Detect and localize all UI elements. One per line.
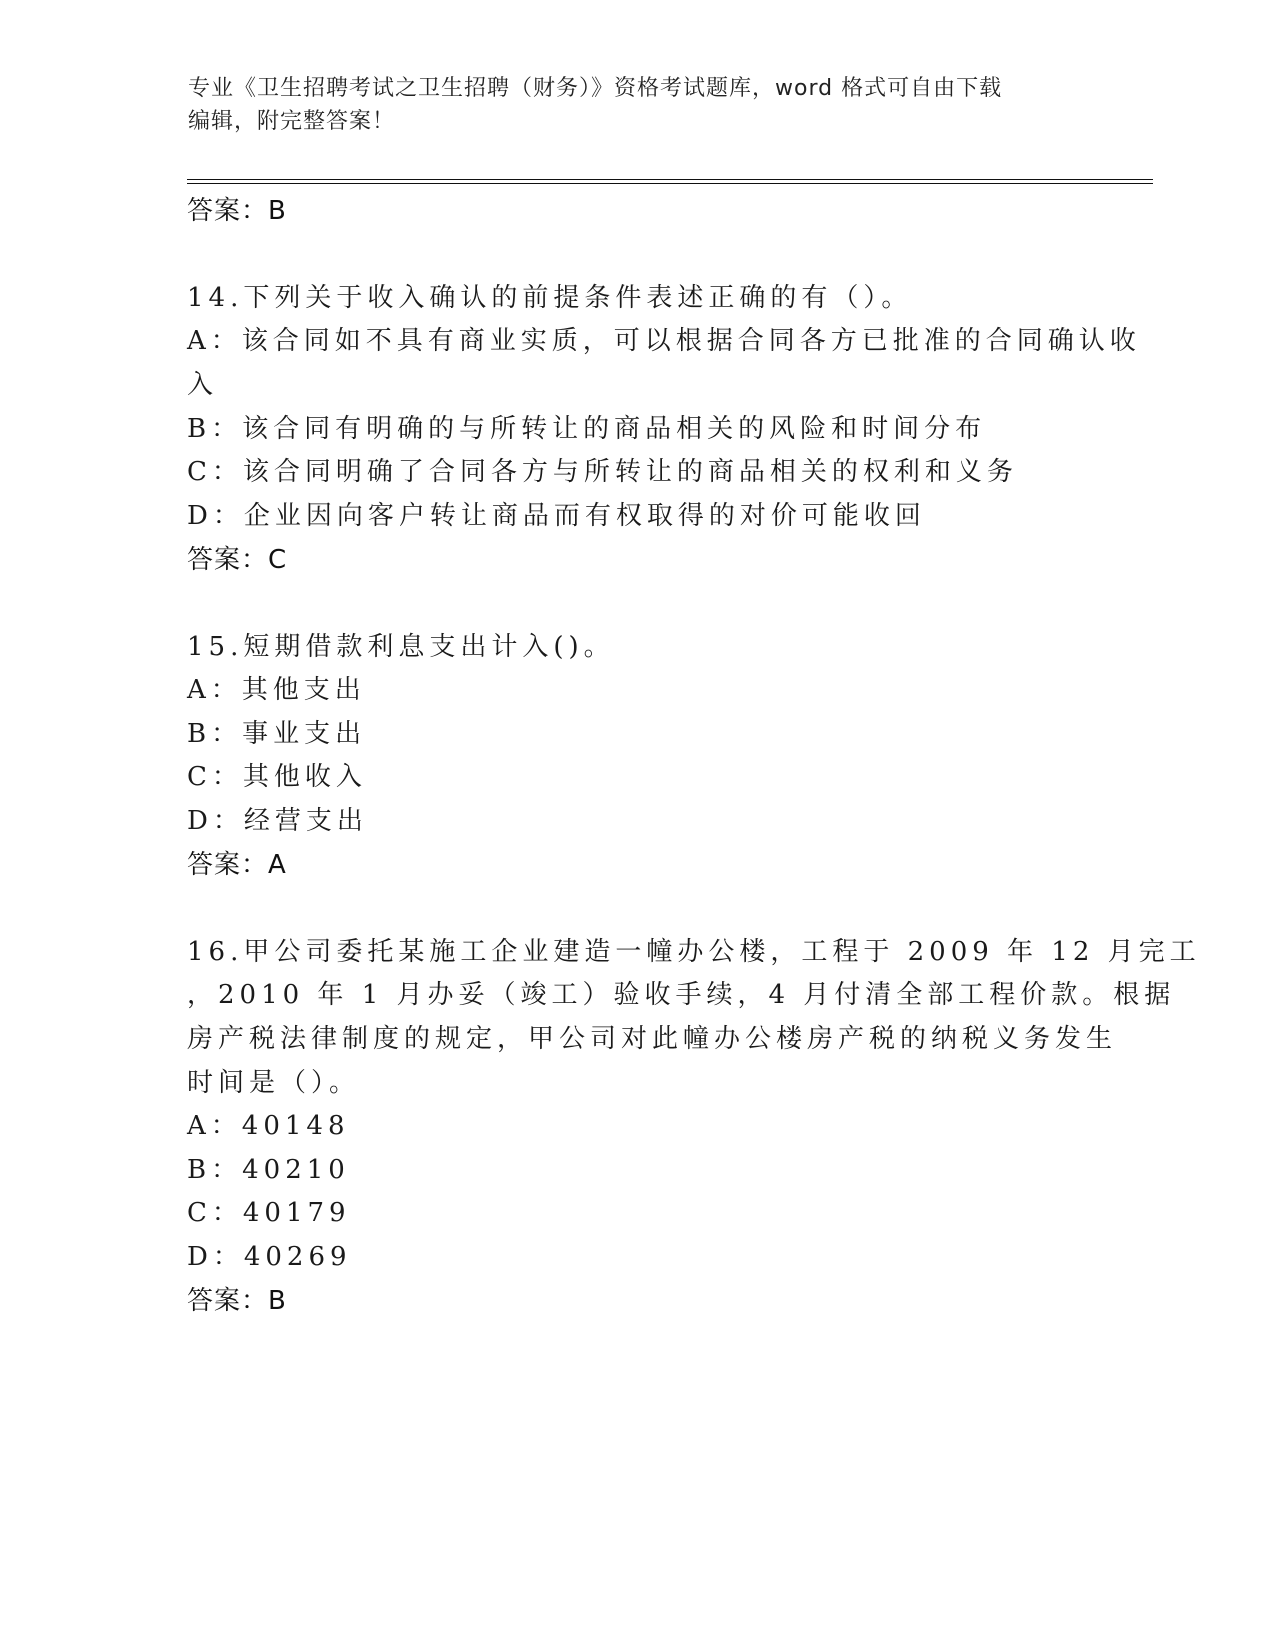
question-14-option-b: B：该合同有明确的与所转让的商品相关的风险和时间分布 xyxy=(187,414,987,444)
question-14-option-d: D：企业因向客户转让商品而有权取得的对价可能收回 xyxy=(187,501,926,531)
question-16-option-b: B：40210 xyxy=(187,1155,350,1185)
question-16-stem-2: ，2010 年 1 月办妥（竣工）验收手续，4 月付清全部工程价款。根据 xyxy=(187,980,1176,1010)
question-16-stem-4: 时间是（）。 xyxy=(187,1068,361,1098)
question-16-option-d: D：40269 xyxy=(187,1242,352,1272)
question-15-option-b: B：事业支出 xyxy=(187,719,367,749)
question-16-stem-3: 房产税法律制度的规定，甲公司对此幢办公楼房产税的纳税义务发生 xyxy=(187,1024,1118,1054)
header-line-2: 编辑，附完整答案！ xyxy=(188,109,396,134)
question-15-option-a: A：其他支出 xyxy=(187,675,366,705)
header-divider-bottom xyxy=(187,183,1153,184)
previous-answer: 答案：B xyxy=(187,196,287,226)
question-16-option-a: A：40148 xyxy=(187,1111,350,1141)
question-15-option-d: D：经营支出 xyxy=(187,806,368,836)
question-14-option-a: A：该合同如不具有商业实质，可以根据合同各方已批准的合同确认收 xyxy=(187,326,1141,356)
question-14-answer: 答案：C xyxy=(187,545,288,575)
document-header xyxy=(188,72,1088,138)
question-14-stem: 14.下列关于收入确认的前提条件表述正确的有（）。 xyxy=(187,283,913,313)
question-14-option-c: C：该合同明确了合同各方与所转让的商品相关的权利和义务 xyxy=(187,457,1018,487)
question-14-option-a-cont: 入 xyxy=(187,370,219,400)
question-15-answer: 答案：A xyxy=(187,850,287,880)
question-16-stem-1: 16.甲公司委托某施工企业建造一幢办公楼，工程于 2009 年 12 月完工 xyxy=(187,937,1201,967)
header-line-1: 专业《卫生招聘考试之卫生招聘（财务）》资格考试题库，word 格式可自由下载 xyxy=(188,76,1003,101)
question-16-answer: 答案：B xyxy=(187,1286,287,1316)
question-15-option-c: C：其他收入 xyxy=(187,762,367,792)
question-16-option-c: C：40179 xyxy=(187,1198,351,1228)
header-divider-top xyxy=(187,179,1153,180)
question-15-stem: 15.短期借款利息支出计入()。 xyxy=(187,632,615,662)
